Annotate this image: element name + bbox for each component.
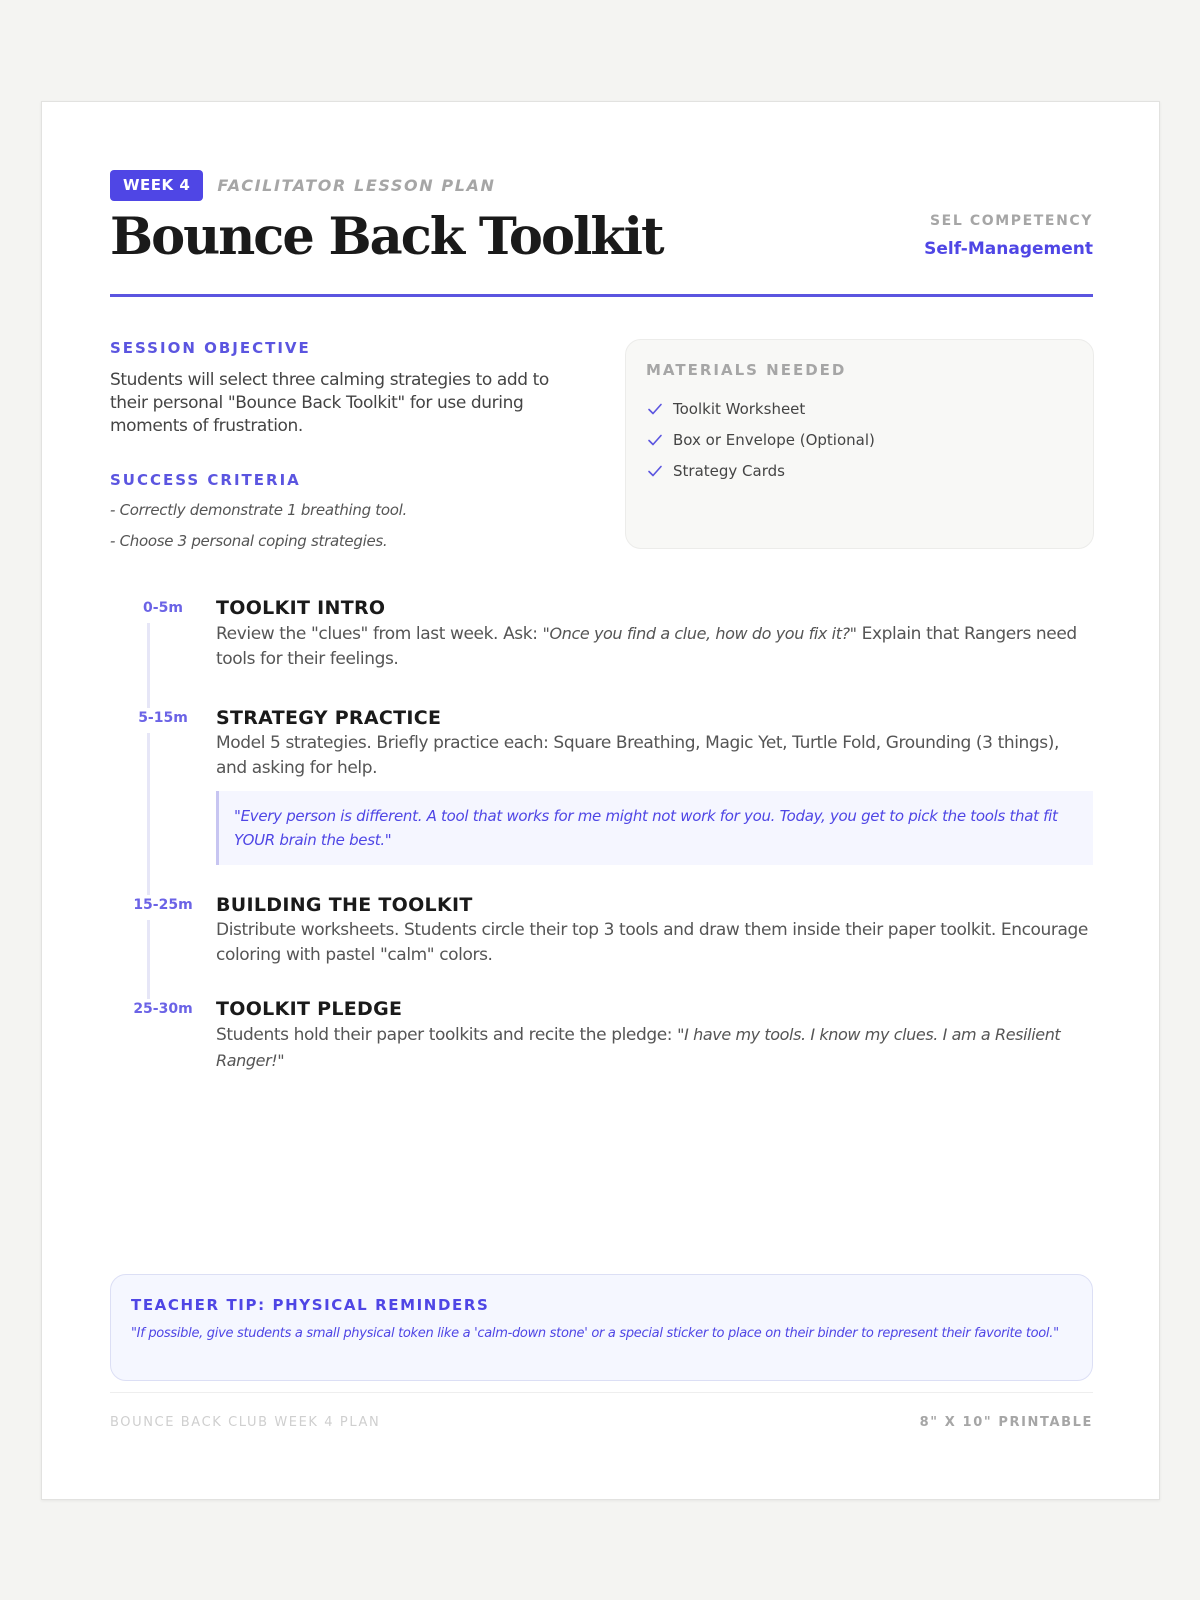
timeline-time [110,894,216,998]
timeline-time-label: 15-25m [133,897,193,913]
timeline-quote: "Every person is different. A tool that works for me might not work for you. Today, you get to pick the tools that fit YOUR brain the best." [216,791,1093,865]
sel-competency [924,213,1093,259]
week-badge: WEEK 4 [110,170,203,201]
page-footer [110,1392,1093,1430]
desc-quote: "Once you find a clue, how do you fix it?" [542,624,857,643]
timeline-time-label: 5-15m [138,710,188,726]
material-label: Box or Envelope (Optional) [673,430,875,449]
page-title: Bounce Back Toolkit [110,207,663,267]
materials-heading: MATERIALS NEEDED [646,361,847,379]
sel-label: SEL COMPETENCY [929,213,1093,229]
desc-text: Students hold their paper toolkits and recite the pledge: [216,1025,678,1045]
timeline-time [110,998,216,1078]
timeline-title: BUILDING THE TOOLKIT [216,894,473,916]
timeline-connector [147,623,150,708]
timeline-body [216,894,1093,998]
page-content [110,170,1093,1078]
timeline-body [216,998,1093,1078]
timeline-item [110,894,1093,998]
footer-left: BOUNCE BACK CLUB WEEK 4 PLAN [110,1415,381,1430]
timeline-desc: Model 5 strategies. Briefly practice each: Square Breathing, Magic Yet, Turtle Fold, Grounding (3 things), and asking for help. [216,733,1059,778]
tip-text: "If possible, give students a small physical token like a 'calm-down stone' or a special sticker to place on their binder to represent their favorite tool." [131,1326,1059,1341]
lesson-timeline [110,597,1093,1078]
lesson-plan-page [41,101,1160,1500]
timeline-desc [216,621,1093,672]
check-icon [646,400,664,418]
material-label: Toolkit Worksheet [673,399,806,418]
timeline-item [110,597,1093,707]
header-top-row [110,170,1093,201]
timeline-desc [216,1022,1093,1074]
timeline-body [216,597,1093,707]
material-item [646,424,1073,455]
materials-list [646,393,1073,486]
tip-heading: TEACHER TIP: PHYSICAL REMINDERS [131,1296,490,1314]
check-icon [646,431,664,449]
criteria-item: - Correctly demonstrate 1 breathing tool. [110,501,407,519]
desc-text: Review the "clues" from last week. Ask: [216,624,543,644]
timeline-time [110,597,216,707]
objective-heading: SESSION OBJECTIVE [110,339,311,357]
timeline-time-label: 25-30m [133,1001,193,1017]
teacher-tip-card [110,1274,1093,1381]
timeline-connector [147,733,150,895]
criteria-item: - Choose 3 personal coping strategies. [110,532,388,550]
timeline-item [110,998,1093,1078]
timeline-title: TOOLKIT INTRO [216,597,386,619]
objective-column [110,339,570,550]
criteria-heading: SUCCESS CRITERIA [110,471,301,489]
plan-label: FACILITATOR LESSON PLAN [217,176,496,195]
timeline-time-label: 0-5m [143,600,183,616]
check-icon [646,462,664,480]
desc-quote: "I have my tools. I know my clues. I am a Resilient Ranger!" [216,1025,1061,1070]
objective-text: Students will select three calming strategies to add to their personal "Bounce Back Toolkit" for use during moments of frustration. [110,370,549,436]
footer-right: 8" X 10" PRINTABLE [919,1415,1093,1430]
timeline-desc: Distribute worksheets. Students circle their top 3 tools and draw them inside their paper toolkit. Encourage coloring with pastel "calm" colors. [216,920,1088,965]
material-item [646,455,1073,486]
overview-section [110,297,1093,557]
material-label: Strategy Cards [673,461,785,480]
sel-value: Self-Management [924,239,1093,259]
timeline-time [110,707,216,894]
timeline-title: TOOLKIT PLEDGE [216,998,403,1020]
timeline-connector [147,920,150,999]
timeline-title: STRATEGY PRACTICE [216,707,442,729]
timeline-item [110,707,1093,894]
desc-text: Explain that Rangers need tools for their feelings. [216,624,1077,669]
timeline-body [216,707,1093,894]
material-item [646,393,1073,424]
title-row [110,201,1093,294]
materials-card [625,339,1094,549]
